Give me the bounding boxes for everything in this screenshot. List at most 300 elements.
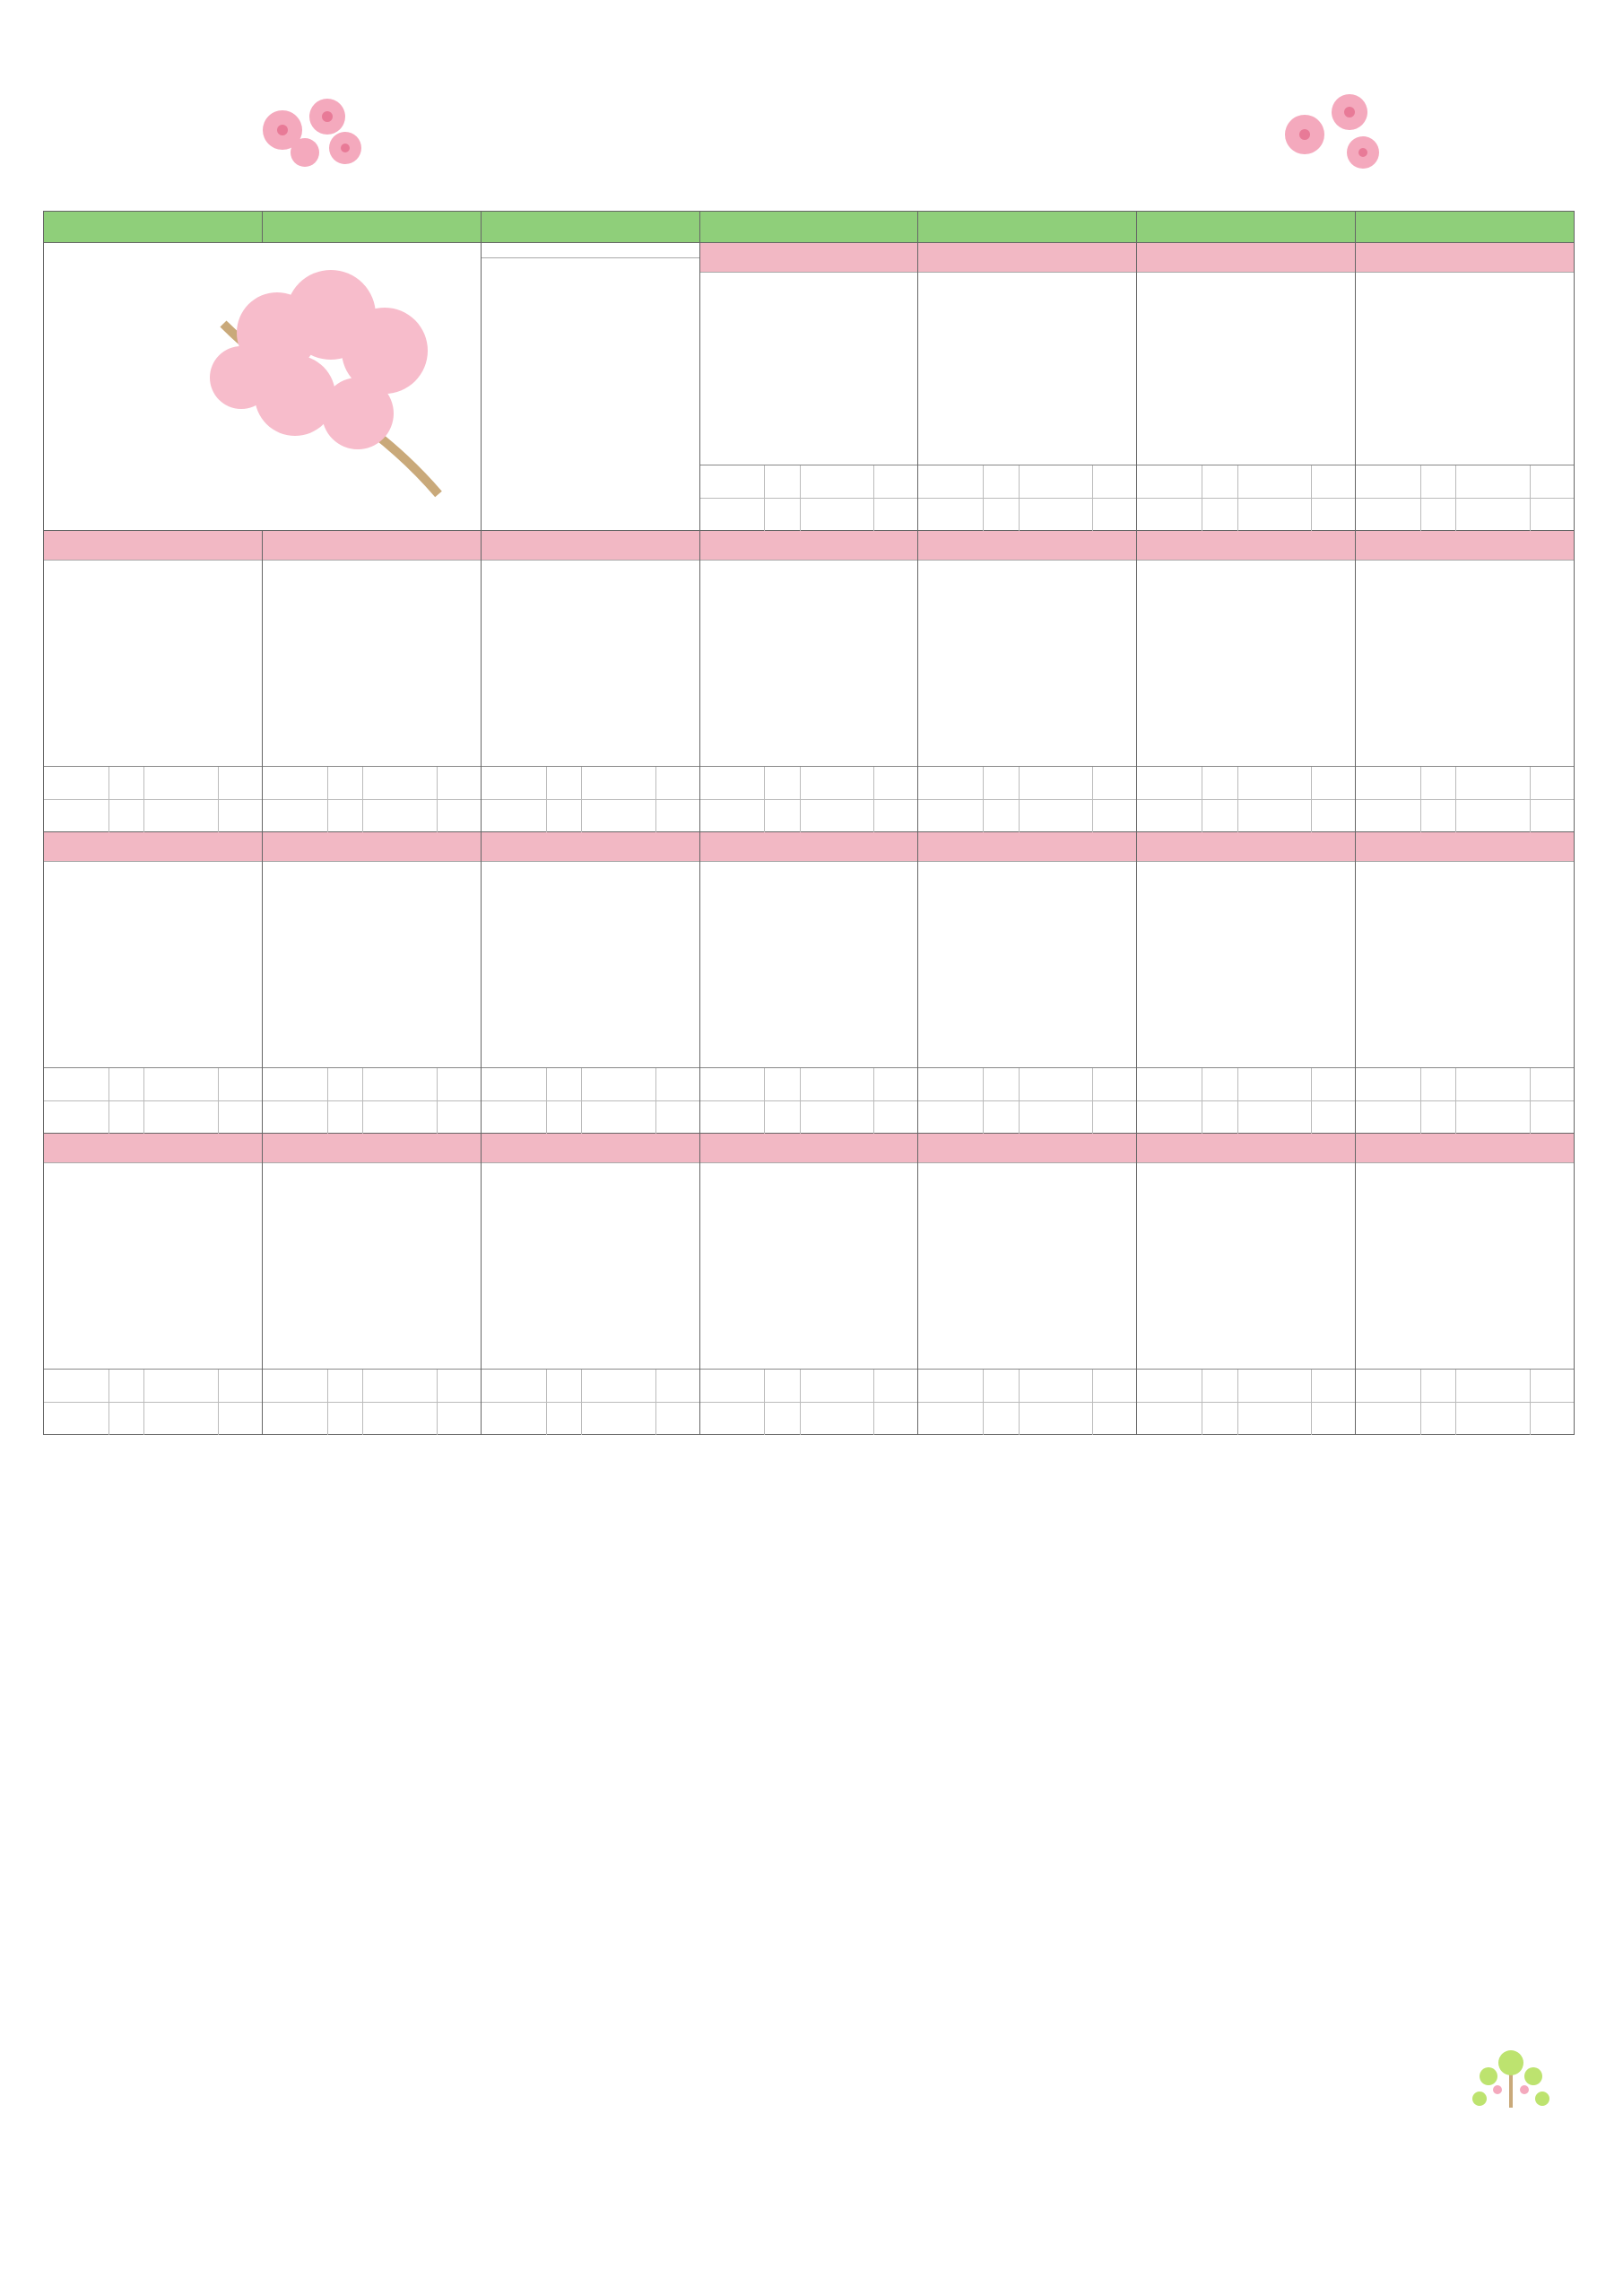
gram-unit: [1093, 1101, 1136, 1134]
sakura-right-icon: [1264, 81, 1399, 179]
day-date: [482, 1134, 699, 1163]
menu-item: [1141, 864, 1351, 897]
kcal-unit: [1202, 1370, 1237, 1402]
protein-value: [1456, 465, 1531, 498]
energy-value: [1137, 1370, 1202, 1402]
kcal-unit: [109, 1068, 144, 1100]
day-date: [1137, 832, 1355, 862]
menu-item: [1359, 864, 1570, 897]
gram-unit: [1531, 1370, 1574, 1402]
gram-unit: [219, 1101, 262, 1134]
day-date: [263, 832, 481, 862]
protein-value: [1238, 1068, 1313, 1100]
gram-unit: [1421, 1403, 1456, 1435]
menu-item: [704, 963, 915, 996]
day-cell: [1356, 1134, 1575, 1435]
salt-value: [1456, 1403, 1531, 1435]
menu-item: [922, 562, 1133, 596]
menu-items: [1137, 273, 1355, 475]
menu-item: [48, 629, 258, 662]
fat-value: [44, 800, 109, 832]
menu-item: [485, 596, 696, 629]
gram-unit: [328, 1403, 363, 1435]
week-row: [44, 1134, 1575, 1435]
fat-value: [44, 1101, 109, 1134]
salt-value: [144, 1403, 219, 1435]
kcal-unit: [984, 767, 1019, 799]
menu-item: [704, 596, 915, 629]
menu-item: [1141, 897, 1351, 930]
gram-unit: [984, 1101, 1019, 1134]
menu-item: [1141, 1265, 1351, 1298]
menu-item: [1141, 963, 1351, 996]
gram-unit: [656, 1403, 699, 1435]
menu-item: [485, 1165, 696, 1198]
menu-items: [918, 862, 1136, 1065]
menu-item: [1359, 1331, 1570, 1364]
gram-unit: [1093, 1068, 1136, 1100]
fat-value: [1137, 1101, 1202, 1134]
menu-item: [1359, 996, 1570, 1030]
day-cell: [44, 1134, 263, 1435]
protein-value: [801, 1068, 875, 1100]
menu-item: [1141, 695, 1351, 728]
menu-item: [704, 996, 915, 1030]
menu-item: [266, 963, 477, 996]
menu-item: [922, 407, 1133, 440]
menu-items: [700, 273, 918, 475]
day-cell: [44, 531, 263, 832]
protein-value: [363, 767, 438, 799]
gram-unit: [219, 1370, 262, 1402]
energy-value: [1356, 767, 1421, 799]
gram-unit: [438, 1068, 481, 1100]
energy-value: [44, 767, 109, 799]
salt-value: [1456, 1101, 1531, 1134]
menu-item: [704, 695, 915, 728]
menu-item: [1141, 728, 1351, 761]
fat-value: [700, 800, 766, 832]
menu-item: [485, 1265, 696, 1298]
menu-item: [266, 897, 477, 930]
day-cell: [481, 832, 699, 1134]
kcal-unit: [547, 1370, 582, 1402]
menu-item: [485, 930, 696, 963]
menu-item: [1359, 374, 1570, 407]
day-cell: [44, 832, 263, 1134]
menu-item: [266, 629, 477, 662]
menu-item: [48, 1165, 258, 1198]
menu-items: [1137, 1163, 1355, 1366]
month-illustration-cell: [44, 243, 482, 531]
menu-item: [704, 629, 915, 662]
menu-items: [700, 1163, 918, 1366]
day-cell: [262, 531, 481, 832]
menu-item: [266, 695, 477, 728]
gram-unit: [1312, 1403, 1355, 1435]
gram-unit: [656, 1370, 699, 1402]
gram-unit: [1093, 767, 1136, 799]
menu-items: [700, 561, 918, 763]
energy-value: [44, 1370, 109, 1402]
menu-item: [48, 596, 258, 629]
menu-item: [48, 662, 258, 695]
day-cell: [1137, 243, 1356, 531]
day-date: [44, 531, 262, 561]
fat-value: [263, 1101, 328, 1134]
day-cell: [918, 1134, 1137, 1435]
fat-value: [263, 800, 328, 832]
menu-item: [1141, 341, 1351, 374]
protein-value: [144, 767, 219, 799]
menu-item: [1359, 1298, 1570, 1331]
kcal-unit: [765, 465, 800, 498]
day-date: [700, 243, 918, 273]
menu-item: [922, 728, 1133, 761]
gram-unit: [1093, 800, 1136, 832]
day-cell: [481, 531, 699, 832]
gram-unit: [1531, 767, 1574, 799]
menu-item: [1141, 996, 1351, 1030]
gram-unit: [984, 1403, 1019, 1435]
kcal-unit: [109, 1370, 144, 1402]
menu-item: [485, 864, 696, 897]
menu-item: [266, 1265, 477, 1298]
salt-value: [1238, 800, 1313, 832]
nutrition-box: [1356, 1067, 1574, 1133]
gram-unit: [328, 800, 363, 832]
menu-item: [922, 374, 1133, 407]
nutrition-box: [700, 766, 918, 831]
kcal-unit: [547, 1068, 582, 1100]
gram-unit: [874, 1370, 917, 1402]
menu-items: [918, 1163, 1136, 1366]
day-cell: [262, 832, 481, 1134]
menu-item: [1141, 1030, 1351, 1063]
salt-value: [363, 1403, 438, 1435]
gram-unit: [656, 1068, 699, 1100]
fat-value: [700, 499, 766, 531]
salt-value: [1020, 499, 1094, 531]
salt-value: [144, 1101, 219, 1134]
salt-value: [1456, 499, 1531, 531]
nutrition-box: [1356, 766, 1574, 831]
nutrition-box: [918, 766, 1136, 831]
menu-item: [704, 374, 915, 407]
fat-value: [1356, 499, 1421, 531]
menu-items: [482, 561, 699, 763]
menu-items: [918, 273, 1136, 475]
nutrition-box: [44, 1067, 262, 1133]
day-cell: [1356, 243, 1575, 531]
gram-unit: [219, 767, 262, 799]
energy-value: [918, 1370, 984, 1402]
gram-unit: [1531, 800, 1574, 832]
weekday-header: [44, 212, 1575, 243]
fat-value: [918, 1403, 984, 1435]
kcal-unit: [1202, 465, 1237, 498]
gram-unit: [109, 1101, 144, 1134]
menu-item: [266, 930, 477, 963]
gram-unit: [765, 1101, 800, 1134]
menu-items: [263, 1163, 481, 1366]
kcal-unit: [765, 1370, 800, 1402]
weekday-fri: [1137, 212, 1356, 243]
protein-value: [1238, 767, 1313, 799]
menu-item: [704, 662, 915, 695]
menu-items: [482, 1163, 699, 1366]
nutrition-box: [263, 1067, 481, 1133]
menu-item: [922, 930, 1133, 963]
menu-item: [1359, 562, 1570, 596]
gram-unit: [1312, 465, 1355, 498]
kcal-unit: [1421, 767, 1456, 799]
day-cell: [699, 1134, 918, 1435]
menu-item: [1359, 1198, 1570, 1231]
gram-unit: [547, 1101, 582, 1134]
menu-item: [922, 341, 1133, 374]
gram-unit: [765, 499, 800, 531]
day-cell: [918, 243, 1137, 531]
protein-value: [801, 465, 875, 498]
protein-value: [144, 1370, 219, 1402]
energy-value: [482, 1068, 547, 1100]
menu-item: [704, 1198, 915, 1231]
gram-unit: [1312, 1370, 1355, 1402]
day-date: [1137, 1134, 1355, 1163]
menu-items: [1137, 561, 1355, 763]
salt-value: [1020, 1403, 1094, 1435]
cherry-tree-icon: [169, 252, 465, 521]
protein-value: [1456, 1370, 1531, 1402]
protein-value: [801, 767, 875, 799]
fat-value: [1137, 499, 1202, 531]
menu-item: [922, 1198, 1133, 1231]
menu-item: [48, 1331, 258, 1364]
salt-value: [801, 800, 875, 832]
salt-value: [801, 499, 875, 531]
energy-value: [263, 1370, 328, 1402]
day-cell: [699, 243, 918, 531]
day-date: [1137, 243, 1355, 273]
menu-item: [922, 963, 1133, 996]
fat-value: [700, 1403, 766, 1435]
menu-item: [266, 1331, 477, 1364]
nutrition-box: [1137, 1369, 1355, 1434]
weekday-mon: [262, 212, 481, 243]
salt-value: [801, 1403, 875, 1435]
menu-item: [704, 864, 915, 897]
fat-value: [700, 1101, 766, 1134]
protein-value: [1456, 1068, 1531, 1100]
energy-value: [1137, 1068, 1202, 1100]
day-date: [1356, 243, 1574, 273]
gram-unit: [1093, 499, 1136, 531]
gram-unit: [109, 800, 144, 832]
gram-unit: [1312, 1068, 1355, 1100]
nutrition-box: [263, 1369, 481, 1434]
protein-value: [1020, 1068, 1094, 1100]
menu-item: [48, 1030, 258, 1063]
energy-value: [700, 767, 766, 799]
protein-value: [582, 1370, 656, 1402]
weekday-thu: [918, 212, 1137, 243]
gram-unit: [1421, 800, 1456, 832]
nutrition-box: [1137, 766, 1355, 831]
salt-value: [1020, 800, 1094, 832]
menu-item: [704, 1331, 915, 1364]
kcal-unit: [984, 1370, 1019, 1402]
gram-unit: [874, 1068, 917, 1100]
gram-unit: [874, 465, 917, 498]
kcal-unit: [328, 1068, 363, 1100]
menu-item: [922, 629, 1133, 662]
menu-item: [1359, 930, 1570, 963]
salt-value: [1238, 1403, 1313, 1435]
fat-value: [1356, 1101, 1421, 1134]
menu-item: [1141, 629, 1351, 662]
gram-unit: [874, 1101, 917, 1134]
menu-item: [704, 1265, 915, 1298]
menu-item: [266, 1165, 477, 1198]
protein-value: [1020, 465, 1094, 498]
gram-unit: [1312, 1101, 1355, 1134]
day-cell: [1137, 832, 1356, 1134]
nutrition-box: [918, 1369, 1136, 1434]
day-cell: [918, 531, 1137, 832]
menu-item: [48, 695, 258, 728]
menu-item: [485, 1231, 696, 1265]
nutrition-box: [263, 766, 481, 831]
gram-unit: [438, 1370, 481, 1402]
menu-items: [44, 862, 262, 1065]
gram-unit: [1312, 800, 1355, 832]
energy-value: [1137, 767, 1202, 799]
day-cell: [1137, 531, 1356, 832]
nutrition-box: [918, 1067, 1136, 1133]
menu-item: [704, 1030, 915, 1063]
menu-items: [1356, 561, 1574, 763]
day-date: [1137, 531, 1355, 561]
energy-value: [263, 1068, 328, 1100]
protein-value: [363, 1068, 438, 1100]
menu-item: [704, 274, 915, 308]
menu-item: [1359, 1231, 1570, 1265]
gram-unit: [1312, 767, 1355, 799]
menu-item: [704, 1231, 915, 1265]
protein-value: [1020, 767, 1094, 799]
menu-item: [48, 562, 258, 596]
fat-value: [1137, 1403, 1202, 1435]
nutrition-box: [700, 465, 918, 530]
menu-items: [918, 561, 1136, 763]
nutrition-box: [1137, 465, 1355, 530]
kcal-unit: [328, 1370, 363, 1402]
menu-item: [485, 963, 696, 996]
menu-item: [266, 1030, 477, 1063]
menu-item: [1359, 897, 1570, 930]
energy-value: [918, 465, 984, 498]
menu-item: [485, 1331, 696, 1364]
gram-unit: [984, 800, 1019, 832]
menu-item: [48, 864, 258, 897]
sakura-left-icon: [242, 81, 377, 179]
guideline-title: [482, 243, 699, 258]
energy-value: [700, 1068, 766, 1100]
energy-value: [482, 1370, 547, 1402]
kcal-unit: [1421, 1370, 1456, 1402]
protein-value: [363, 1370, 438, 1402]
menu-item: [266, 1198, 477, 1231]
day-cell: [1356, 531, 1575, 832]
menu-item: [266, 662, 477, 695]
menu-item: [922, 1165, 1133, 1198]
menu-item: [1359, 341, 1570, 374]
menu-items: [263, 561, 481, 763]
menu-item: [1141, 1198, 1351, 1231]
day-date: [482, 531, 699, 561]
energy-value: [263, 767, 328, 799]
day-cell: [699, 531, 918, 832]
menu-item: [1359, 596, 1570, 629]
energy-value: [1356, 1370, 1421, 1402]
salt-value: [1238, 499, 1313, 531]
day-cell: [1356, 832, 1575, 1134]
menu-item: [922, 1331, 1133, 1364]
nutrition-box: [44, 766, 262, 831]
gram-unit: [547, 800, 582, 832]
menu-item: [922, 1231, 1133, 1265]
weekday-wed: [699, 212, 918, 243]
menu-item: [485, 728, 696, 761]
day-date: [918, 531, 1136, 561]
menu-item: [1359, 308, 1570, 341]
salt-value: [801, 1101, 875, 1134]
menu-item: [704, 1165, 915, 1198]
salt-value: [582, 1101, 656, 1134]
protein-value: [801, 1370, 875, 1402]
menu-item: [922, 662, 1133, 695]
menu-items: [1356, 1163, 1574, 1366]
nutrition-box: [482, 766, 699, 831]
day-date: [918, 243, 1136, 273]
menu-item: [1141, 596, 1351, 629]
menu-item: [485, 662, 696, 695]
daily-guideline-cell: [481, 243, 699, 531]
protein-value: [144, 1068, 219, 1100]
gram-unit: [1421, 499, 1456, 531]
menu-item: [704, 930, 915, 963]
salt-value: [582, 800, 656, 832]
nutrition-box: [482, 1369, 699, 1434]
energy-value: [1137, 465, 1202, 498]
gram-unit: [656, 1101, 699, 1134]
menu-item: [922, 1298, 1133, 1331]
gram-unit: [1531, 465, 1574, 498]
fat-value: [482, 800, 547, 832]
menu-items: [1356, 273, 1574, 475]
menu-item: [704, 897, 915, 930]
gram-unit: [656, 800, 699, 832]
gram-unit: [219, 800, 262, 832]
menu-item: [1359, 274, 1570, 308]
gram-unit: [1531, 1068, 1574, 1100]
menu-item: [485, 996, 696, 1030]
energy-value: [918, 767, 984, 799]
tree-logo-icon: [1462, 2036, 1560, 2117]
gram-unit: [765, 800, 800, 832]
menu-item: [266, 864, 477, 897]
